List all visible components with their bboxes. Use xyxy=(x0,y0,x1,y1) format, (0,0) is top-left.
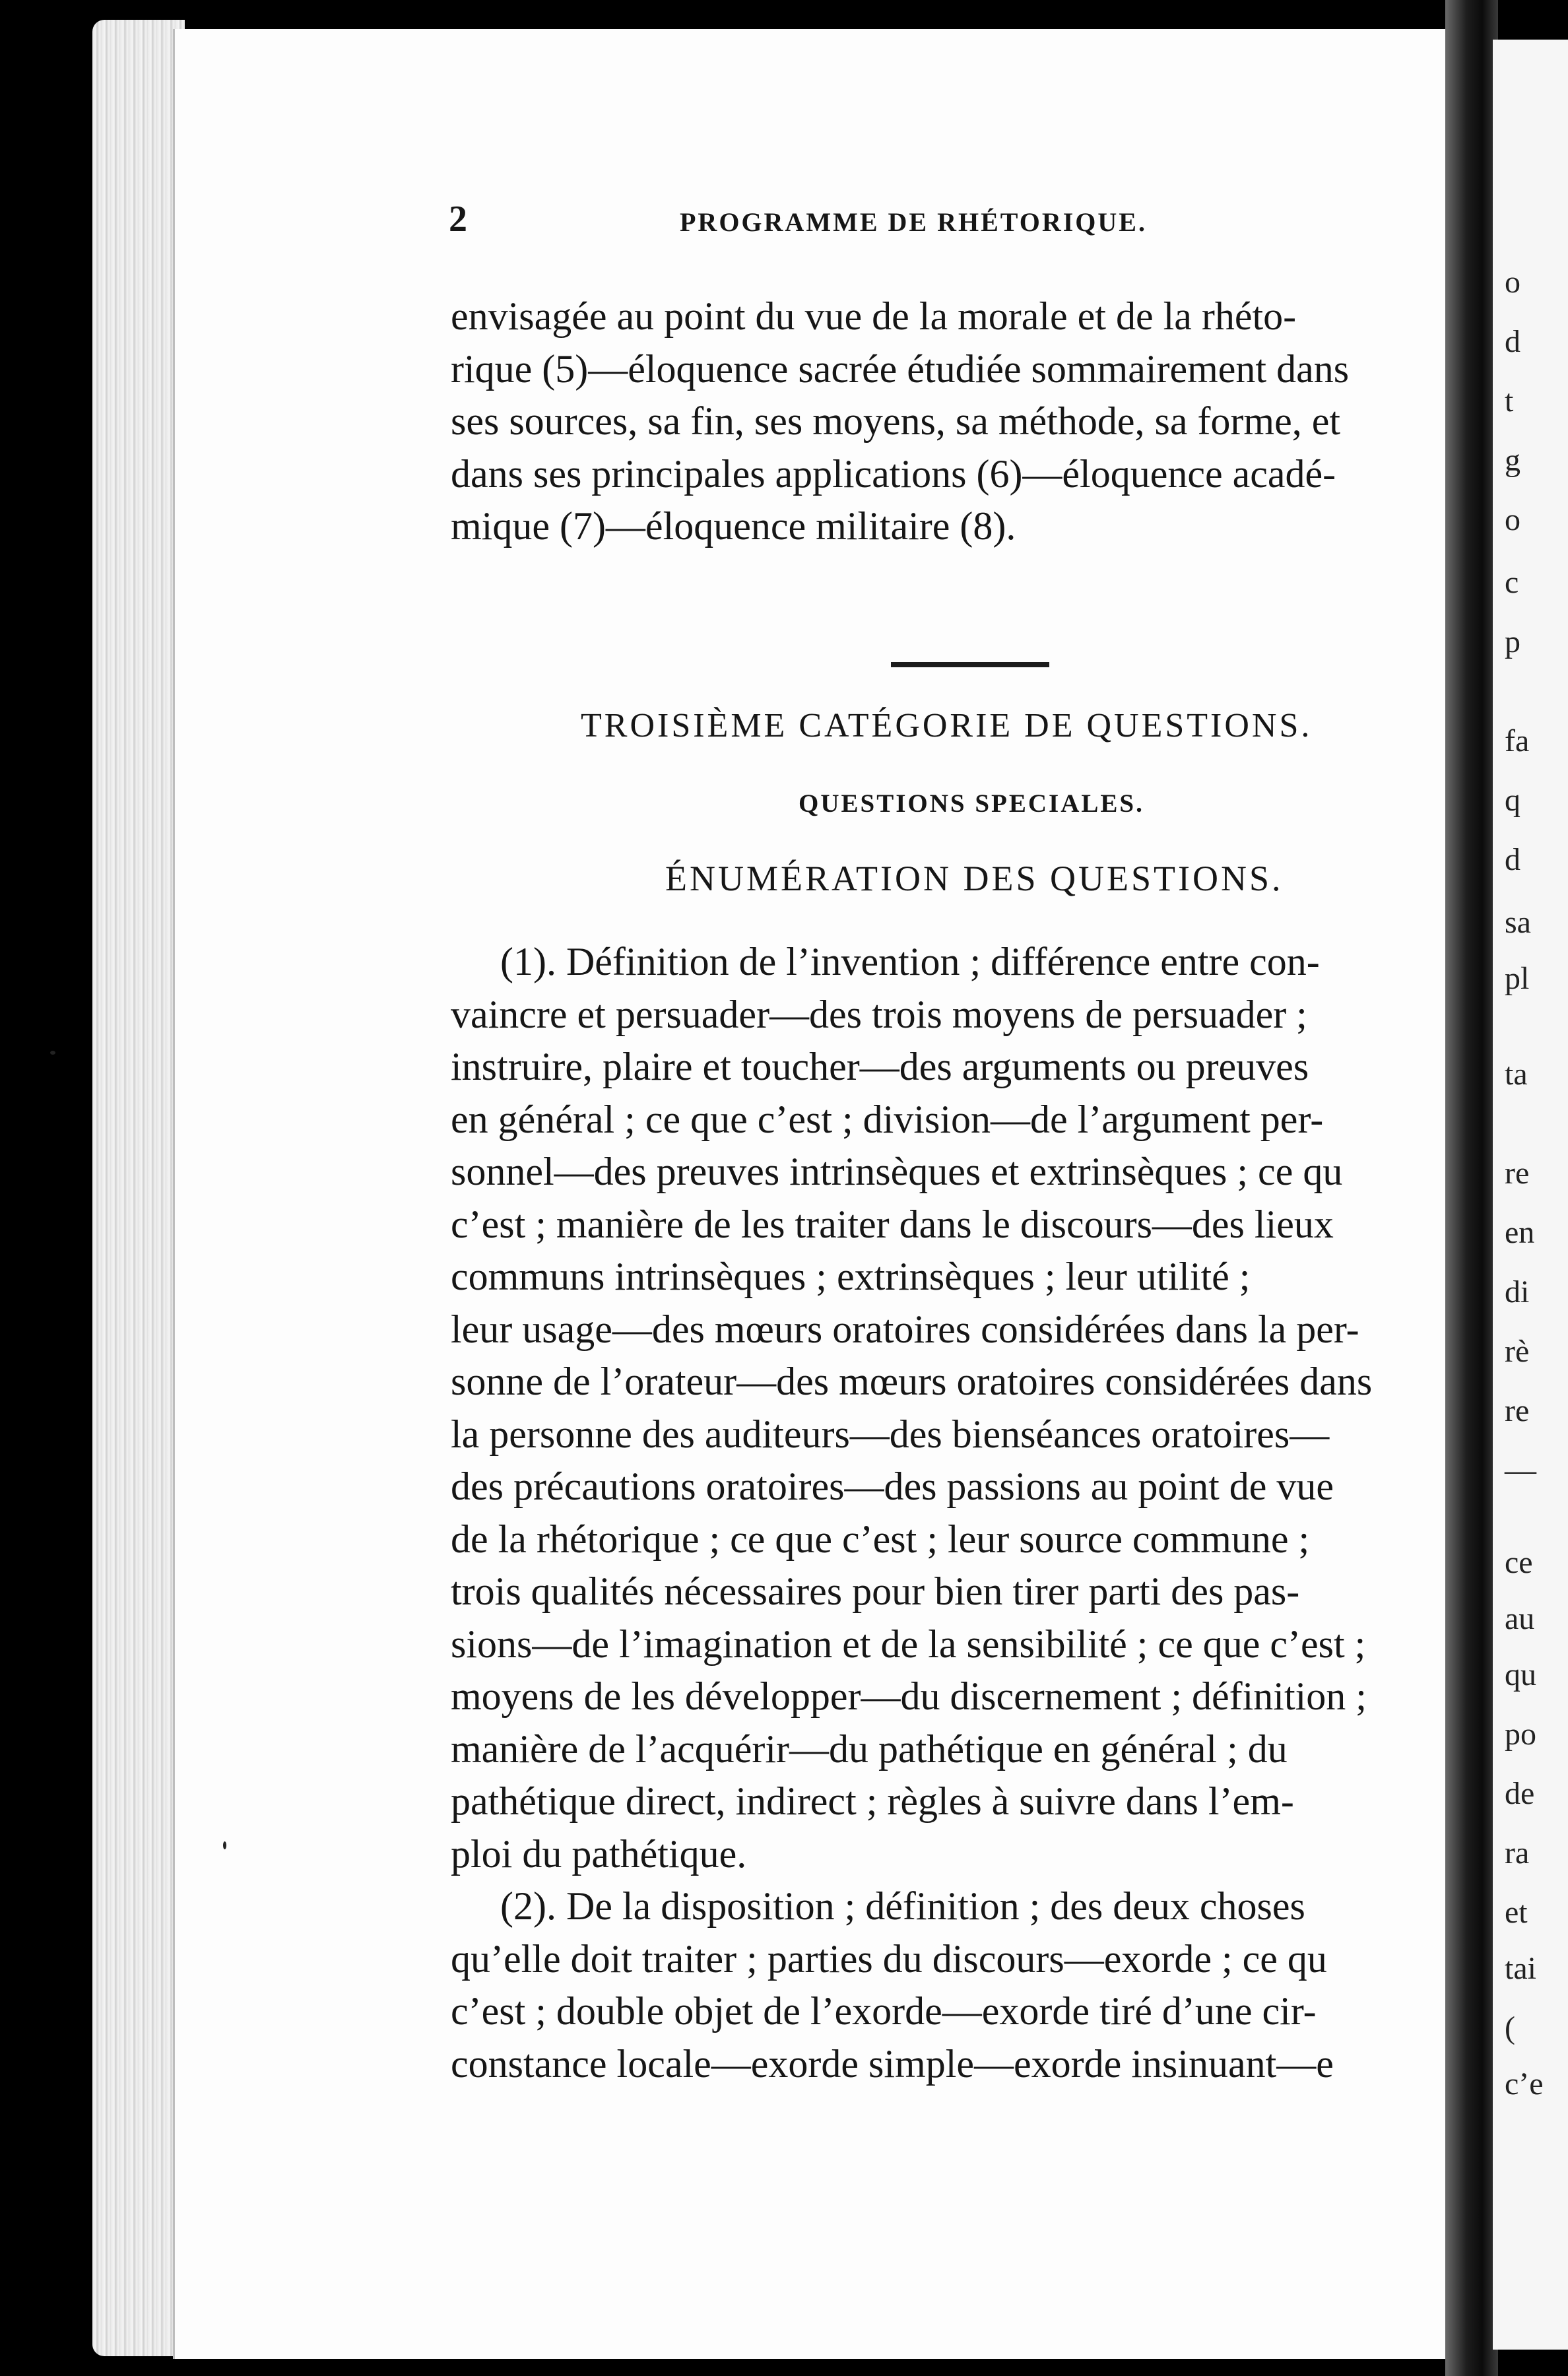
facing-page-text: pl xyxy=(1505,961,1530,996)
facing-page-text: en xyxy=(1505,1215,1535,1250)
text-line: manière de l’acquérir—du pathétique en général ; du xyxy=(451,1727,1288,1771)
text-line: sions—de l’imagination et de la sensibilité ; ce que c’est ; xyxy=(451,1622,1366,1666)
facing-page-fragment xyxy=(1493,40,1568,2350)
facing-page-text: c’e xyxy=(1505,2066,1544,2101)
facing-page-text: g xyxy=(1505,443,1520,478)
text-line: moyens de les développer—du discernement ; définition ; xyxy=(451,1674,1367,1718)
section-subtitle: QUESTIONS SPECIALES. xyxy=(799,789,1144,818)
facing-page-text: d xyxy=(1505,324,1520,359)
text-line: de la rhétorique ; ce que c’est ; leur source commune ; xyxy=(451,1517,1310,1561)
text-line: en général ; ce que c’est ; division—de l’argument per- xyxy=(451,1097,1324,1141)
facing-page-text: di xyxy=(1505,1274,1530,1309)
text-line: vaincre et persuader—des trois moyens de persuader ; xyxy=(451,992,1307,1036)
text-line: la personne des auditeurs—des bienséances oratoires— xyxy=(451,1412,1330,1456)
text-line: dans ses principales applications (6)—éloquence acadé- xyxy=(451,451,1336,496)
running-title: PROGRAMME DE RHÉTORIQUE. xyxy=(680,207,1147,237)
text-line: mique (7)—éloquence militaire (8). xyxy=(451,504,1016,548)
facing-page-text: ra xyxy=(1505,1835,1530,1870)
text-line: qu’elle doit traiter ; parties du discours—exorde ; ce qu xyxy=(451,1936,1327,1981)
facing-page-text: de xyxy=(1505,1776,1535,1811)
facing-page-text: c xyxy=(1505,565,1519,600)
text-line: instruire, plaire et toucher—des arguments ou preuves xyxy=(451,1045,1309,1088)
text-line: (1). Définition de l’invention ; différence entre con- xyxy=(500,940,1320,983)
text-line: constance locale—exorde simple—exorde insinuant—e xyxy=(451,2041,1334,2086)
scan-speck xyxy=(50,1051,55,1055)
text-line: (2). De la disposition ; définition ; des deux choses xyxy=(500,1884,1305,1928)
facing-page-text: re xyxy=(1505,1393,1530,1428)
facing-page-text: ta xyxy=(1505,1057,1528,1092)
facing-page-text: po xyxy=(1505,1717,1536,1752)
text-line: sonne de l’orateur—des mœurs oratoires considérées dans xyxy=(451,1360,1373,1403)
text-line: c’est ; double objet de l’exorde—exorde tiré d’une cir- xyxy=(451,1989,1317,2033)
text-line: envisagée au point du vue de la morale et de la rhéto- xyxy=(451,294,1297,338)
text-line: rique (5)—éloquence sacrée étudiée sommairement dans xyxy=(451,346,1350,391)
facing-page-text: t xyxy=(1505,383,1514,418)
facing-page-text: et xyxy=(1505,1895,1528,1930)
intro-paragraph xyxy=(451,290,1447,553)
text-line: des précautions oratoires—des passions au point de vue xyxy=(451,1465,1334,1508)
text-line: sonnel—des preuves intrinsèques et extrinsèques ; ce qu xyxy=(451,1150,1343,1193)
facing-page-text: o xyxy=(1505,265,1520,300)
text-line: leur usage—des mœurs oratoires considérées dans la per- xyxy=(451,1307,1359,1351)
facing-page-text: p xyxy=(1505,624,1520,659)
book-gutter xyxy=(1445,0,1498,2376)
scan-speck xyxy=(223,1841,226,1849)
enumeration-body xyxy=(451,936,1447,2090)
facing-page-text: fa xyxy=(1505,723,1530,758)
text-line: ses sources, sa fin, ses moyens, sa méthode, sa forme, et xyxy=(451,399,1341,443)
facing-page-text: sa xyxy=(1505,905,1531,940)
page-number: 2 xyxy=(449,199,467,240)
text-line: communs intrinsèques ; extrinsèques ; leur utilité ; xyxy=(451,1255,1251,1298)
facing-page-text: rè xyxy=(1505,1334,1530,1369)
text-line: ploi du pathétique. xyxy=(451,1832,747,1876)
facing-page-text: q xyxy=(1505,783,1520,818)
facing-page-text: ( xyxy=(1505,2010,1515,2045)
enumeration-title: ÉNUMÉRATION DES QUESTIONS. xyxy=(665,859,1284,898)
text-line: trois qualités nécessaires pour bien tirer parti des pas- xyxy=(451,1569,1300,1613)
facing-page-text: qu xyxy=(1505,1657,1536,1692)
facing-page-text: d xyxy=(1505,842,1520,877)
section-divider xyxy=(891,662,1049,667)
facing-page-text: au xyxy=(1505,1601,1535,1636)
text-line: pathétique direct, indirect ; règles à suivre dans l’em- xyxy=(451,1779,1294,1823)
text-line: c’est ; manière de les traiter dans le discours—des lieux xyxy=(451,1202,1334,1246)
section-title: TROISIÈME CATÉGORIE DE QUESTIONS. xyxy=(581,707,1313,744)
facing-page-text: re xyxy=(1505,1156,1530,1191)
facing-page-text: tai xyxy=(1505,1951,1536,1986)
facing-page-text: o xyxy=(1505,502,1520,537)
facing-page-text: — xyxy=(1505,1453,1536,1488)
page-edges xyxy=(92,20,185,2356)
facing-page-text: ce xyxy=(1505,1545,1533,1580)
